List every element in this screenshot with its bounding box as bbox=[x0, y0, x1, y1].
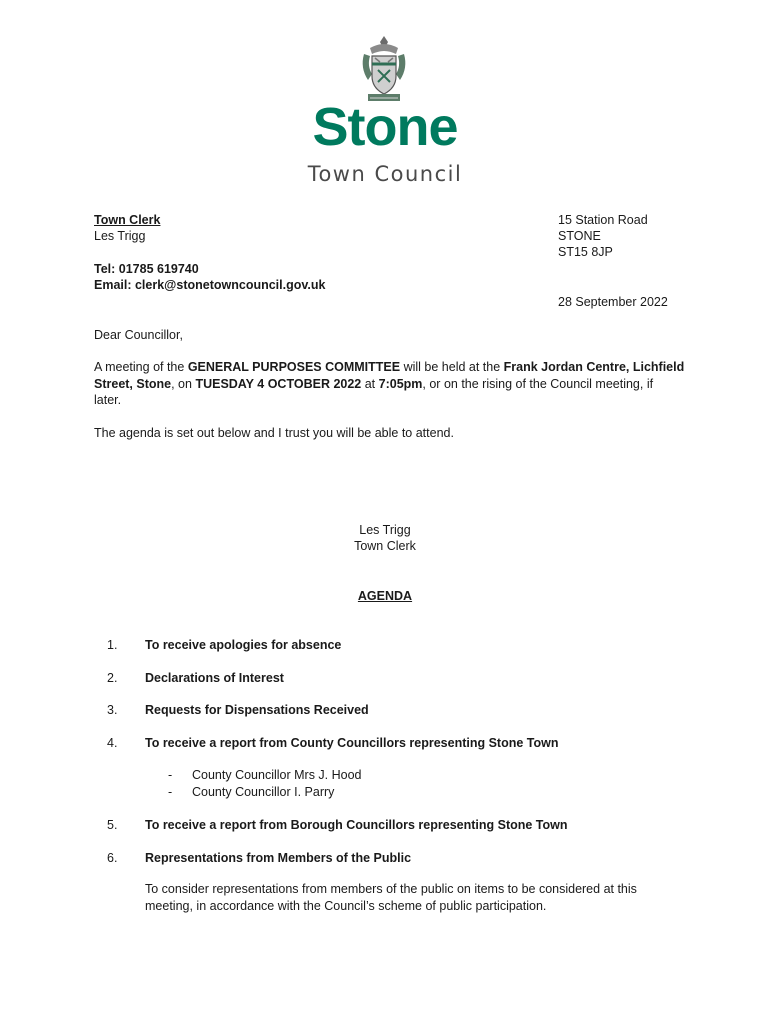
meeting-intro-line-1: A meeting of the GENERAL PURPOSES COMMITTEE will be held at the Frank Jordan Centre, Lichfield bbox=[94, 360, 685, 374]
agenda-item-number: 5. bbox=[107, 818, 118, 832]
agenda-item bbox=[0, 702, 770, 722]
address-line-1: 15 Station Road bbox=[558, 213, 648, 227]
meeting-intro-line-2: Street, Stone, on TUESDAY 4 OCTOBER 2022 at 7:05pm, or on the rising of the Council meeting, if bbox=[94, 376, 654, 391]
sender-name: Les Trigg bbox=[94, 229, 146, 243]
agenda-item bbox=[0, 817, 770, 837]
agenda-item-text: Declarations of Interest bbox=[145, 671, 284, 685]
sender-email: Email: clerk@stonetowncouncil.gov.uk bbox=[94, 278, 326, 292]
crest-icon bbox=[358, 34, 410, 106]
agenda-item bbox=[0, 670, 770, 690]
agenda-item-text: To receive apologies for absence bbox=[145, 638, 342, 652]
agenda-item-number: 2. bbox=[107, 671, 118, 685]
address-line-3: ST15 8JP bbox=[558, 245, 613, 259]
list-item bbox=[0, 784, 770, 802]
agenda-item-text: Representations from Members of the Public bbox=[145, 851, 412, 865]
signoff-role: Town Clerk bbox=[354, 539, 416, 553]
list-item bbox=[0, 767, 770, 785]
salutation: Dear Councillor, bbox=[94, 328, 183, 342]
agenda-item-number: 4. bbox=[107, 736, 118, 750]
list-dash: - bbox=[168, 768, 173, 782]
agenda-item bbox=[0, 850, 770, 870]
item-6-detail-line-1: To consider representations from members of the public on items to be considered at this bbox=[145, 882, 637, 896]
signoff-name: Les Trigg bbox=[359, 523, 411, 537]
logo-wordmark: Stone bbox=[312, 97, 458, 157]
item-6-detail bbox=[145, 881, 705, 914]
item-6-detail-line-2: meeting, in accordance with the Council’s scheme of public participation. bbox=[145, 898, 547, 913]
meeting-intro bbox=[94, 359, 694, 409]
sender-role: Town Clerk bbox=[94, 213, 161, 227]
agenda-item bbox=[0, 637, 770, 657]
agenda-item-number: 6. bbox=[107, 851, 118, 865]
attend-text: The agenda is set out below and I trust you will be able to attend. bbox=[94, 426, 454, 440]
agenda-item-number: 3. bbox=[107, 703, 118, 717]
logo-subtitle: Town Council bbox=[307, 162, 463, 186]
agenda-item-text: To receive a report from Borough Councillors representing Stone Town bbox=[145, 818, 568, 832]
letter-date: 28 September 2022 bbox=[558, 295, 668, 309]
meeting-intro-line-3: later. bbox=[94, 393, 122, 407]
agenda-title: AGENDA bbox=[357, 589, 413, 603]
agenda-item-number: 1. bbox=[107, 638, 118, 652]
list-dash: - bbox=[168, 785, 173, 799]
agenda-title-wrap bbox=[0, 588, 770, 605]
council-logo bbox=[0, 30, 770, 190]
agenda-item bbox=[0, 735, 770, 755]
councillor-name: County Councillor I. Parry bbox=[192, 785, 335, 799]
address-line-2: STONE bbox=[558, 229, 601, 243]
agenda-item-text: Requests for Dispensations Received bbox=[145, 703, 369, 717]
councillor-name: County Councillor Mrs J. Hood bbox=[192, 768, 362, 782]
agenda-item-text: To receive a report from County Councillors representing Stone Town bbox=[145, 736, 559, 750]
sender-tel: Tel: 01785 619740 bbox=[94, 262, 199, 276]
